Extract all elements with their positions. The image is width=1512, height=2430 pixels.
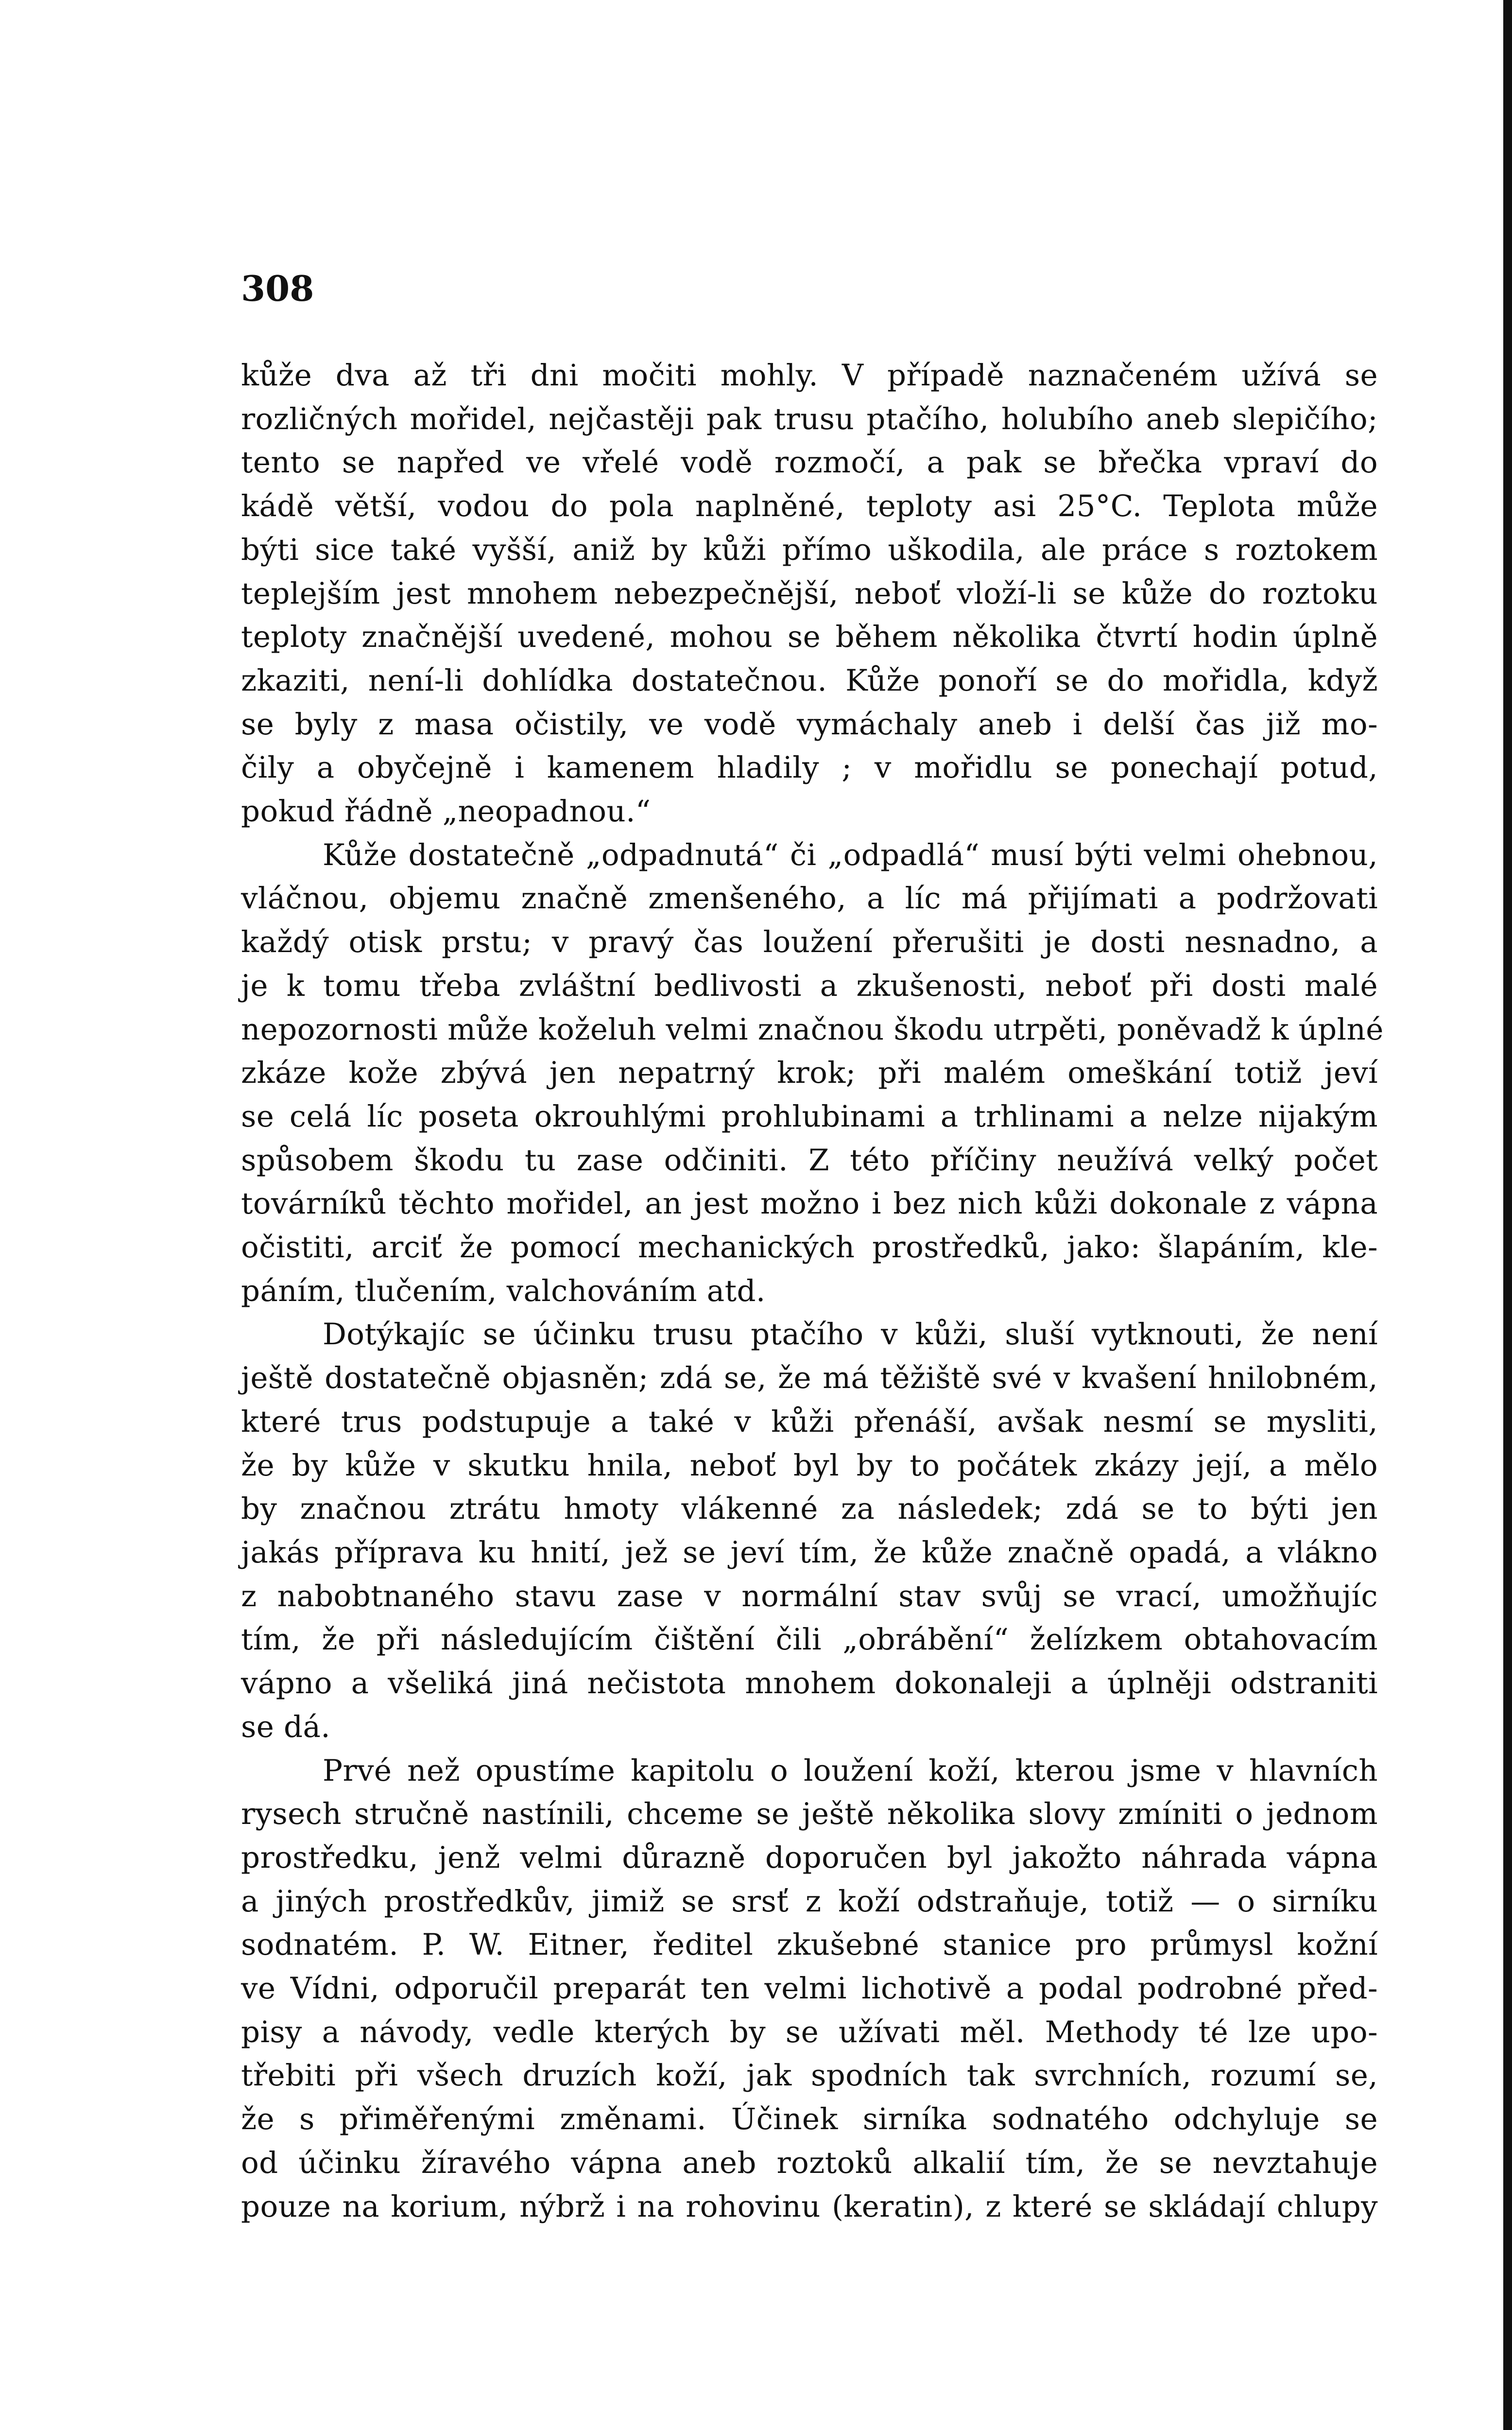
scan-border	[1503, 0, 1512, 2430]
text-line: spůsobem škodu tu zase odčiniti. Z této příčiny neužívá velký počet	[241, 1143, 1378, 1178]
text-line: tím, že při následujícím čištění čili „obrábění“ želízkem obtahovacím	[241, 1622, 1378, 1657]
paragraph-3	[241, 1313, 1378, 1749]
text-line: od účinku žíravého vápna aneb roztoků alkalií tím, že se nevztahuje	[241, 2145, 1378, 2180]
paragraph-4	[241, 1749, 1378, 2229]
text-line: se byly z masa očistily, ve vodě vymáchaly aneb i delší čas již mo-	[241, 707, 1378, 742]
text-line: pisy a návody, vedle kterých by se užívati měl. Methody té lze upo-	[241, 2014, 1378, 2049]
text-line: každý otisk prstu; v pravý čas loužení přerušiti je dosti nesnadno, a	[241, 925, 1378, 960]
text-line: teplejším jest mnohem nebezpečnější, neboť vloží-li se kůže do roztoku	[241, 576, 1378, 611]
text-line: čily a obyčejně i kamenem hladily ; v mořidlu se ponechají potud,	[241, 750, 1378, 785]
paragraph-2	[241, 833, 1384, 1313]
text-line: by značnou ztrátu hmoty vlákenné za následek; zdá se to býti jen	[241, 1492, 1378, 1527]
paragraph-1	[241, 354, 1378, 833]
text-line: Dotýkajíc se účinku trusu ptačího v kůži, sluší vytknouti, že není	[323, 1317, 1378, 1352]
text-line: očistiti, arciť že pomocí mechanických prostředků, jako: šlapáním, kle-	[241, 1230, 1378, 1265]
text-line: zkaziti, není-li dohlídka dostatečnou. Kůže ponoří se do mořidla, když	[241, 663, 1378, 698]
text-line: že s přiměřenými změnami. Účinek sirníka sodnatého odchyluje se	[241, 2102, 1378, 2137]
text-line: ve Vídni, odporučil preparát ten velmi lichotivě a podal podrobné před-	[241, 1971, 1378, 2006]
text-line: které trus podstupuje a také v kůži přenáší, avšak nesmí se mysliti,	[241, 1404, 1378, 1439]
text-line: že by kůže v skutku hnila, neboť byl by to počátek zkázy její, a mělo	[241, 1448, 1378, 1483]
text-line: rysech stručně nastínili, chceme se ještě několika slovy zmíniti o jednom	[241, 1797, 1378, 1832]
text-line: se celá líc poseta okrouhlými prohlubinami a trhlinami a nelze nijakým	[241, 1099, 1378, 1134]
text-line: pokud řádně „neopadnou.“	[241, 794, 651, 829]
text-line: rozličných mořidel, nejčastěji pak trusu ptačího, holubího aneb slepičího;	[241, 401, 1378, 436]
text-line: pouze na korium, nýbrž i na rohovinu (keratin), z které se skládají chlupy	[241, 2189, 1378, 2224]
text-line: prostředku, jenž velmi důrazně doporučen byl jakožto náhrada vápna	[241, 1840, 1378, 1875]
text-line: kůže dva až tři dni močiti mohly. V případě naznačeném užívá se	[241, 358, 1378, 393]
text-line: kádě větší, vodou do pola naplněné, teploty asi 25°C. Teplota může	[241, 489, 1378, 524]
text-line: továrníků těchto mořidel, an jest možno i bez nich kůži dokonale z vápna	[241, 1186, 1378, 1221]
text-line: tento se napřed ve vřelé vodě rozmočí, a pak se břečka vpraví do	[241, 445, 1378, 480]
text-line: Kůže dostatečně „odpadnutá“ či „odpadlá“ musí býti velmi ohebnou,	[323, 837, 1378, 872]
text-line: a jiných prostředkův, jimiž se srsť z koží odstraňuje, totiž — o sirníku	[241, 1884, 1378, 1919]
text-line: býti sice také vyšší, aniž by kůži přímo uškodila, ale práce s roztokem	[241, 532, 1378, 567]
body-text	[241, 354, 1384, 2228]
text-line: ještě dostatečně objasněn; zdá se, že má těžiště své v kvašení hnilobném,	[241, 1361, 1378, 1396]
text-line: teploty značnější uvedené, mohou se během několika čtvrtí hodin úplně	[241, 620, 1378, 655]
text-line: je k tomu třeba zvláštní bedlivosti a zkušenosti, neboť při dosti malé	[241, 968, 1378, 1003]
text-line: jakás příprava ku hnití, jež se jeví tím, že kůže značně opadá, a vlákno	[241, 1535, 1378, 1570]
text-line: Prvé než opustíme kapitolu o loužení koží, kterou jsme v hlavních	[323, 1753, 1378, 1788]
text-line: z nabobtnaného stavu zase v normální stav svůj se vrací, umožňujíc	[241, 1579, 1378, 1614]
text-line: nepozornosti může koželuh velmi značnou škodu utrpěti, poněvadž k úplné	[241, 1012, 1384, 1047]
text-line: se dá.	[241, 1709, 331, 1744]
text-line: sodnatém. P. W. Eitner, ředitel zkušebné stanice pro průmysl kožní	[241, 1927, 1378, 1962]
text-line: páním, tlučením, valchováním atd.	[241, 1273, 766, 1308]
text-line: třebiti při všech druzích koží, jak spodních tak svrchních, rozumí se,	[241, 2058, 1378, 2093]
page-number: 308	[241, 268, 314, 309]
text-line: vápno a všeliká jiná nečistota mnohem dokonaleji a úplněji odstraniti	[241, 1666, 1378, 1701]
text-line: zkáze kože zbývá jen nepatrný krok; při malém omeškání totiž jeví	[241, 1056, 1378, 1091]
text-line: vláčnou, objemu značně zmenšeného, a líc má přijímati a podržovati	[241, 881, 1378, 916]
